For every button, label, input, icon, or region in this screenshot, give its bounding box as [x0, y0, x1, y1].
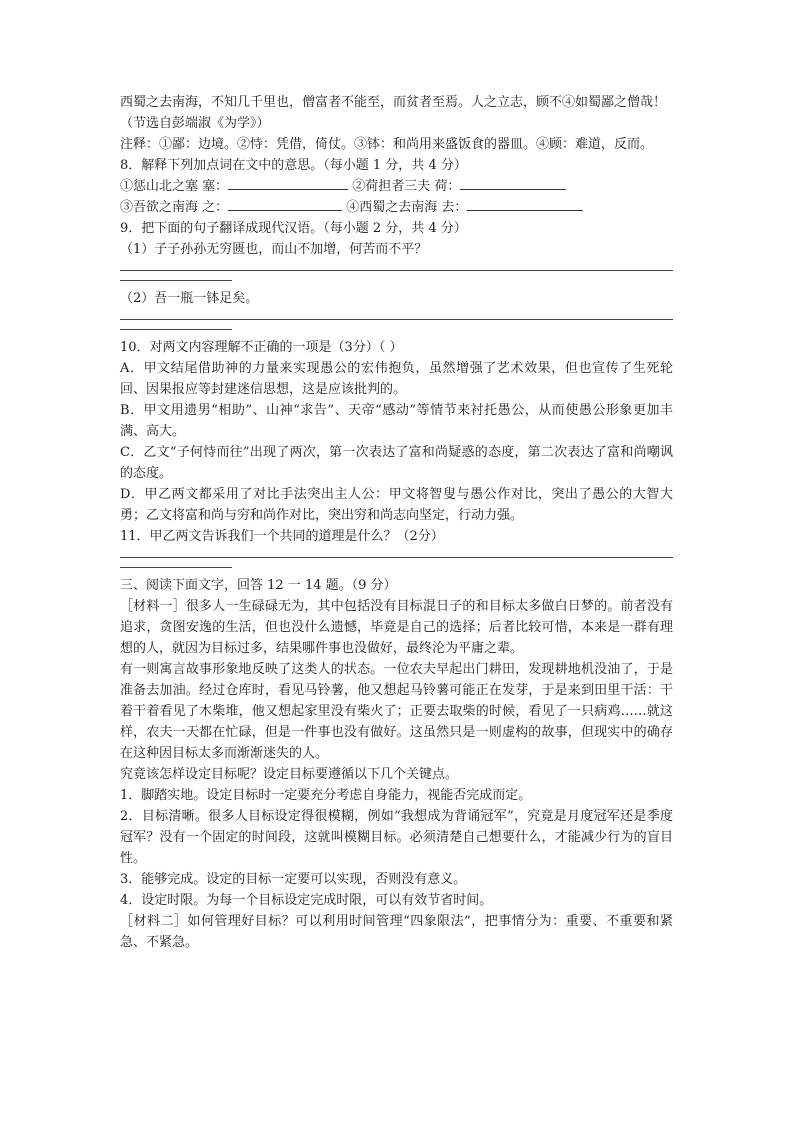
- question-10-option-c: C．乙文“子何恃而往”出现了两次，第一次表达了富和尚疑惑的态度，第二次表达了富和尚嘲讽的态度。: [120, 445, 673, 481]
- key-point-3: 3．能够完成。设定的目标一定要可以实现，否则没有意义。: [120, 872, 467, 887]
- key-point-1: 1．脚踏实地。设定目标时一定要充分考虑自身能力，视能否完成而定。: [120, 788, 532, 803]
- q8-item-1: ①惩山北之塞 塞：: [120, 179, 229, 194]
- answer-line-11[interactable]: [120, 547, 673, 569]
- answer-line-9-1[interactable]: [120, 260, 673, 282]
- material-1-paragraph-2: 有一则寓言故事形象地反映了这类人的状态。一位农夫早起出门耕田，发现耕地机没油了，于是准备去加油。经过仓库时，看见马铃薯，他又想起马铃薯可能正在发芽，于是来到田里干活：干着干着看见了木柴堆，他又想起家里没有柴火了；正要去取柴的时候，看见了一只病鸡……就这样，农夫一天都在忙碌，但是一件事也没有做好。这虽然只是一则虚构的故事，但现实中的确存在这种因目标太多而渐渐迷失的人。: [120, 662, 673, 761]
- q8-blank-4[interactable]: [467, 198, 583, 211]
- q8-item-4: ④西蜀之去南海 去：: [346, 200, 468, 215]
- material-2-paragraph: ［材料二］如何管理好目标？可以利用时间管理“四象限法”，把事情分为：重要、不重要和紧急、不紧急。: [120, 914, 673, 950]
- q8-item-3: ③吾欲之南海 之：: [120, 200, 229, 215]
- question-10: 10．对两文内容理解不正确的一项是（3分）（ ）: [120, 340, 403, 355]
- question-8: 8．解释下列加点词在文中的意思。（每小题 1 分，共 4 分）: [120, 158, 467, 173]
- question-9-part-1: （1）子子孙孙无穷匮也，而山不加增，何苦而不平？: [120, 242, 428, 257]
- material-1-paragraph-3: 究竟该怎样设定目标呢？设定目标要遵循以下几个关键点。: [120, 767, 459, 782]
- key-point-2: 2．目标清晰。很多人目标设定得很模糊，例如“我想成为背诵冠军”，究竟是月度冠军还是季度冠军？没有一个固定的时间段，这就叫模糊目标。必须清楚自己想要什么，才能减少行为的盲目性。: [120, 809, 673, 866]
- source-citation: （节选自彭端淑《为学》）: [120, 116, 270, 131]
- passage-ending: 西蜀之去南海，不知几千里也，僧富者不能至，而贫者至焉。人之立志，顾不④如蜀鄙之僧哉！: [120, 95, 667, 110]
- question-8-row-2: [120, 197, 673, 218]
- question-8-row-1: [120, 176, 673, 197]
- q8-blank-2[interactable]: [460, 177, 566, 190]
- q8-item-2: ②荷担者三夫 荷：: [352, 179, 461, 194]
- question-10-option-d: D．甲乙两文都采用了对比手法突出主人公：甲文将智叟与愚公作对比，突出了愚公的大智大勇；乙文将富和尚与穷和尚作对比，突出穷和尚志向坚定，行动力强。: [120, 487, 673, 523]
- exam-page: [120, 92, 673, 953]
- material-1-paragraph-1: ［材料一］很多人一生碌碌无为，其中包括没有目标混日子的和目标太多做白日梦的。前者没有追求，贪图安逸的生活，但也没什么遗憾，毕竟是自己的选择；后者比较可惜，本来是一群有理想的人，就因为目标过多，结果哪件事也没做好，最终沦为平庸之辈。: [120, 599, 673, 656]
- question-10-option-b: B．甲文用遗男“相助”、山神“求告”、天帝“感动”等情节来衬托愚公，从而使愚公形象更加丰满、高大。: [120, 403, 673, 439]
- question-10-option-a: A．甲文结尾借助神的力量来实现愚公的宏伟抱负，虽然增强了艺术效果，但也宣传了生死轮回、因果报应等封建迷信思想，这是应该批判的。: [120, 361, 673, 397]
- question-9: 9．把下面的句子翻译成现代汉语。（每小题 2 分，共 4 分）: [120, 221, 467, 236]
- question-11: 11．甲乙两文告诉我们一个共同的道理是什么？（2分）: [120, 529, 444, 544]
- q8-blank-3[interactable]: [228, 198, 342, 211]
- key-point-4: 4．设定时限。为每一个目标设定完成时限，可以有效节省时间。: [120, 893, 493, 908]
- question-9-part-2: （2）吾一瓶一钵足矣。: [120, 291, 259, 306]
- section-3-heading: 三、阅读下面文字，回答 12 一 14 题。（9 分）: [120, 578, 397, 593]
- q8-blank-1[interactable]: [228, 177, 348, 190]
- annotations: 注释：①鄙：边境。②恃：凭借，倚仗。③钵：和尚用来盛饭食的器皿。④顾：难道，反而。: [120, 137, 654, 152]
- answer-line-9-2[interactable]: [120, 309, 673, 331]
